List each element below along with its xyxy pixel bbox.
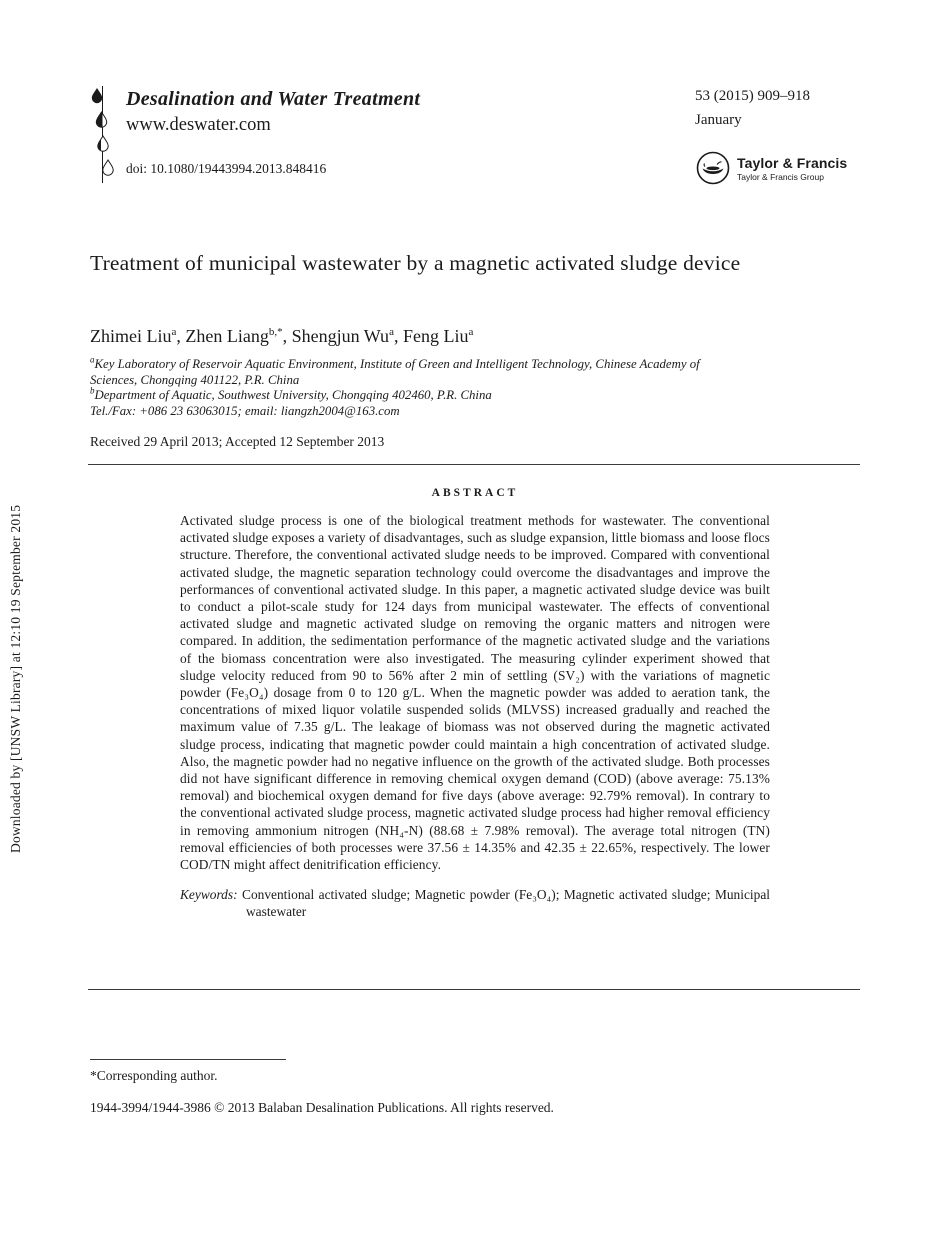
journal-header-block — [88, 86, 420, 186]
author-list — [90, 326, 810, 347]
corresponding-author-note: *Corresponding author. — [90, 1068, 218, 1083]
journal-name: Desalination and Water Treatment — [126, 88, 421, 110]
publisher-name: Taylor & Francis — [737, 154, 848, 171]
page-header — [88, 86, 860, 186]
author: Feng Liu$^a$ — [402, 326, 474, 346]
author: Shengjun Wu$^a$, — [291, 326, 403, 346]
author-affiliation-mark: a — [389, 326, 394, 338]
author: Zhimei Liu$^a$, — [90, 326, 186, 346]
journal-title-block — [126, 86, 420, 186]
contact-line: Tel./Fax: +086 23 63063015; email: liangzh2004@163.com — [90, 403, 400, 418]
received-accepted-dates: Received 29 April 2013; Accepted 12 September 2013 — [90, 434, 385, 449]
keywords-line — [180, 886, 770, 920]
article-title: Treatment of municipal wastewater by a magnetic activated sludge device — [90, 251, 741, 275]
author: Zhen Liang$^{b,*}$, — [185, 326, 292, 346]
abstract-heading: ABSTRACT — [431, 487, 519, 499]
volume-pages: 53 (2015) 909–918 — [695, 88, 810, 104]
publisher-group: Taylor & Francis Group — [737, 171, 824, 182]
divider-rule-bottom — [88, 989, 860, 990]
issue-info-block — [695, 86, 860, 186]
abstract-section — [180, 487, 770, 921]
taylor-francis-lamp-icon — [695, 150, 731, 186]
publisher-name-block — [737, 155, 847, 182]
abstract-text: Activated sludge process is one of the biological treatment methods for wastewater. The conventional activated sludge exposes a variety of disadvantages, such as sludge expansion, little biomass and loose flocs structure. Therefore, the conventional activated sludge needs to be improved. Compared with conventional activated sludge, the magnetic separation technology could overcome the disadvantages and improve the performances of conventional activated sludge. In this paper, a magnetic activated sludge device was built to conduct a pilot-scale study for 124 days from municipal wastewater. The effects of conventional activated sludge and magnetic activated sludge on removing the organic matters and nitrogen were compared. In addition, the sedimentation performance of the magnetic activated sludge and the variations of the biomass concentration were also investigated. The measuring cylinder experiment showed that sludge velocity reduced from 90 to 56% after 2 min of settling (SV₂) with the variations of magnetic powder (Fe₃O₄) dosage from 0 to 120 g/L. When the magnetic powder was added to aeration tank, the concentrations of mixed liquor volatile suspended solids (MLVSS) increased gradually and reached the maximum value of 7.35 g/L. The leakage of biomass was not observed during the magnetic activated sludge process, indicating that magnetic powder could maintain a high concentration of activated sludge. Also, the magnetic powder had no negative influence on the growth of the activated sludge. Both processes did not have significant difference in removing chemical oxygen demand (COD) (above average: 75.13% removal) and biochemical oxygen demand for five days (above average: 92.79% removal). In contrary to the conventional activated sludge process, magnetic activated sludge process had higher removal efficiency in removing ammonium nitrogen (NH₄-N) (88.68 ± 7.98% removal). The average total nitrogen (TN) removal efficiencies of both processes were 37.56 ± 14.35% and 42.35 ± 22.65%, respectively. The lower COD/TN might affect denitrification efficiency. — [180, 513, 770, 873]
affiliations-block — [90, 354, 740, 419]
water-drops-logo-icon — [88, 86, 120, 186]
journal-url: www.deswater.com — [126, 115, 271, 135]
download-watermark: Downloaded by [UNSW Library] at 12:10 19 September 2015 — [8, 504, 23, 853]
author-affiliation-mark: b,* — [268, 326, 283, 338]
article-doi: doi: 10.1080/19443994.2013.848416 — [126, 161, 327, 176]
affiliation-line: $^a$Key Laboratory of Reservoir Aquatic Environment, Institute of Green and Intelligent Technology, Chinese Academy of Sciences, Chongqing 401122, P.R. China — [90, 354, 700, 387]
issn-copyright-line: 1944-3994/1944-3986 © 2013 Balaban Desalination Publications. All rights reserved. — [90, 1100, 554, 1115]
author-affiliation-mark: a — [171, 326, 177, 338]
affiliation-line: $^b$Department of Aquatic, Southwest University, Chongqing 402460, P.R. China — [90, 385, 492, 402]
divider-rule-top — [88, 464, 860, 465]
keywords-label: Keywords: — [180, 887, 238, 903]
author-affiliation-mark: a — [468, 326, 474, 338]
issue-month: January — [695, 112, 742, 128]
keywords-text: Conventional activated sludge; Magnetic powder (Fe₃O₄); Magnetic activated sludge; Municipal wastewater — [242, 887, 770, 920]
publisher-logo — [695, 150, 860, 186]
footnote-rule — [90, 1059, 286, 1060]
